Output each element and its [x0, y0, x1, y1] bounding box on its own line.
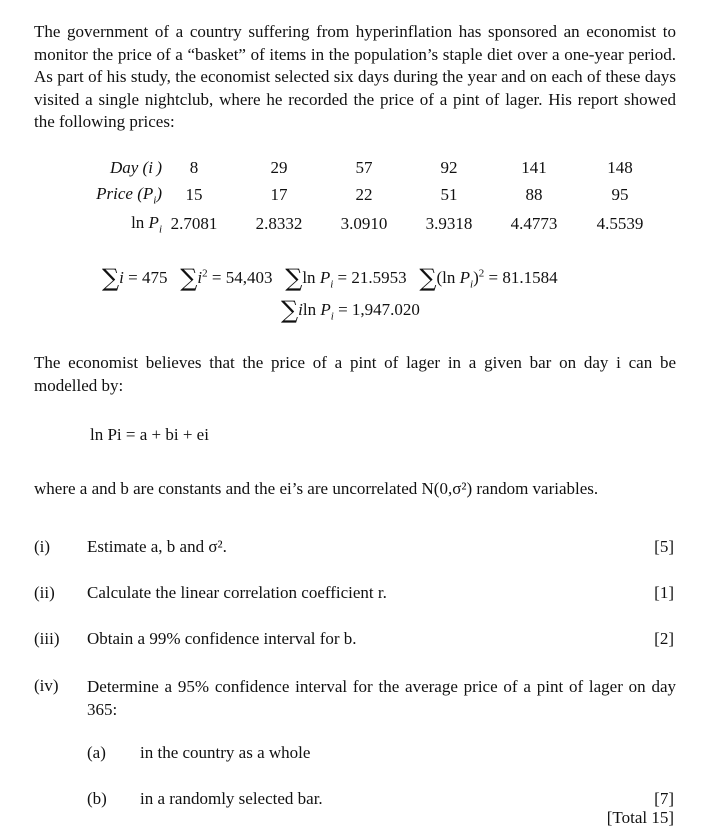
question-number: (ii) — [34, 583, 55, 602]
model-equation: ln Pi = a + bi + ei — [90, 425, 209, 444]
question-mark: [7] — [654, 789, 674, 808]
where-sentence: where a and b are constants and the ei’s are uncorrelated N(0,σ²) random variables. — [34, 479, 599, 498]
question-mark: [2] — [654, 629, 674, 648]
subpart-number: (b) — [87, 789, 107, 808]
day-cell: 29 — [270, 158, 288, 177]
question-text: Obtain a 99% confidence interval for b. — [87, 629, 357, 648]
row-label-lnp: $\ln P_i$ — [131, 213, 162, 236]
sum-lnp2: 81.1584 — [502, 268, 558, 287]
row-label-price: Price $(P_i)$ — [96, 184, 162, 207]
question-number: (i) — [34, 537, 51, 556]
price-cell: 88 — [525, 185, 543, 204]
day-cell: 8 — [189, 158, 199, 177]
summation-line-2: ∑iln $P_i = 1,947.020$ — [281, 296, 420, 324]
sum-lnp: 21.5953 — [351, 268, 407, 287]
price-cell: 95 — [611, 185, 629, 204]
question-mark: [5] — [654, 537, 674, 556]
sum-i: 475 — [141, 268, 168, 287]
sum-ilnp: 1,947.020 — [351, 300, 420, 319]
total-mark: [Total 15] — [606, 808, 674, 827]
day-cell: 148 — [607, 158, 633, 177]
question-number: (iv) — [34, 676, 59, 695]
price-cell: 15 — [185, 185, 203, 204]
day-cell: 141 — [521, 158, 547, 177]
day-cell: 92 — [440, 158, 458, 177]
lnp-cell: 3.0910 — [340, 214, 388, 233]
price-cell: 22 — [355, 185, 373, 204]
sum-i2: 54,403 — [225, 268, 273, 287]
row-label-day: Day (i ) — [109, 158, 162, 177]
question-text: Calculate the linear correlation coefficient r. — [87, 583, 387, 602]
day-cell: 57 — [355, 158, 373, 177]
intro-paragraph: The government of a country suffering from hyperinflation has sponsored an economist to monitor the price of a “basket” of items in the population’s staple diet over a one-year period. As part of his study, the economist selected six days during the year and on each of these days visited a single nightclub, where he recorded the price of a pint of lager. His report showed the following prices: — [34, 22, 676, 131]
question-mark: [1] — [654, 583, 674, 602]
price-cell: 17 — [270, 185, 288, 204]
price-cell: 51 — [440, 185, 458, 204]
question-text: Determine a 95% confidence interval for the average price of a pint of lager on day 365: — [87, 677, 676, 719]
lnp-cell: 4.4773 — [510, 214, 558, 233]
data-table — [34, 158, 676, 248]
subpart-text: in a randomly selected bar. — [140, 789, 323, 808]
model-intro: The economist believes that the price of a pint of lager in a given bar on day i can be modelled by: — [34, 353, 676, 395]
summation-line-1: ∑i = 475 $\sum i^2 = 54,403$ ∑ln $P_i = 21.5953$ ∑(ln $P_i)^2 = 81.1584$ — [102, 264, 558, 292]
lnp-cell: 2.8332 — [255, 214, 303, 233]
subpart-text: in the country as a whole — [140, 743, 311, 762]
lnp-cell: 4.5539 — [596, 214, 644, 233]
lnp-cell: 2.7081 — [170, 214, 218, 233]
lnp-cell: 3.9318 — [425, 214, 473, 233]
question-text: Estimate a, b and σ². — [87, 537, 227, 556]
question-number: (iii) — [34, 629, 60, 648]
subpart-number: (a) — [87, 743, 106, 762]
